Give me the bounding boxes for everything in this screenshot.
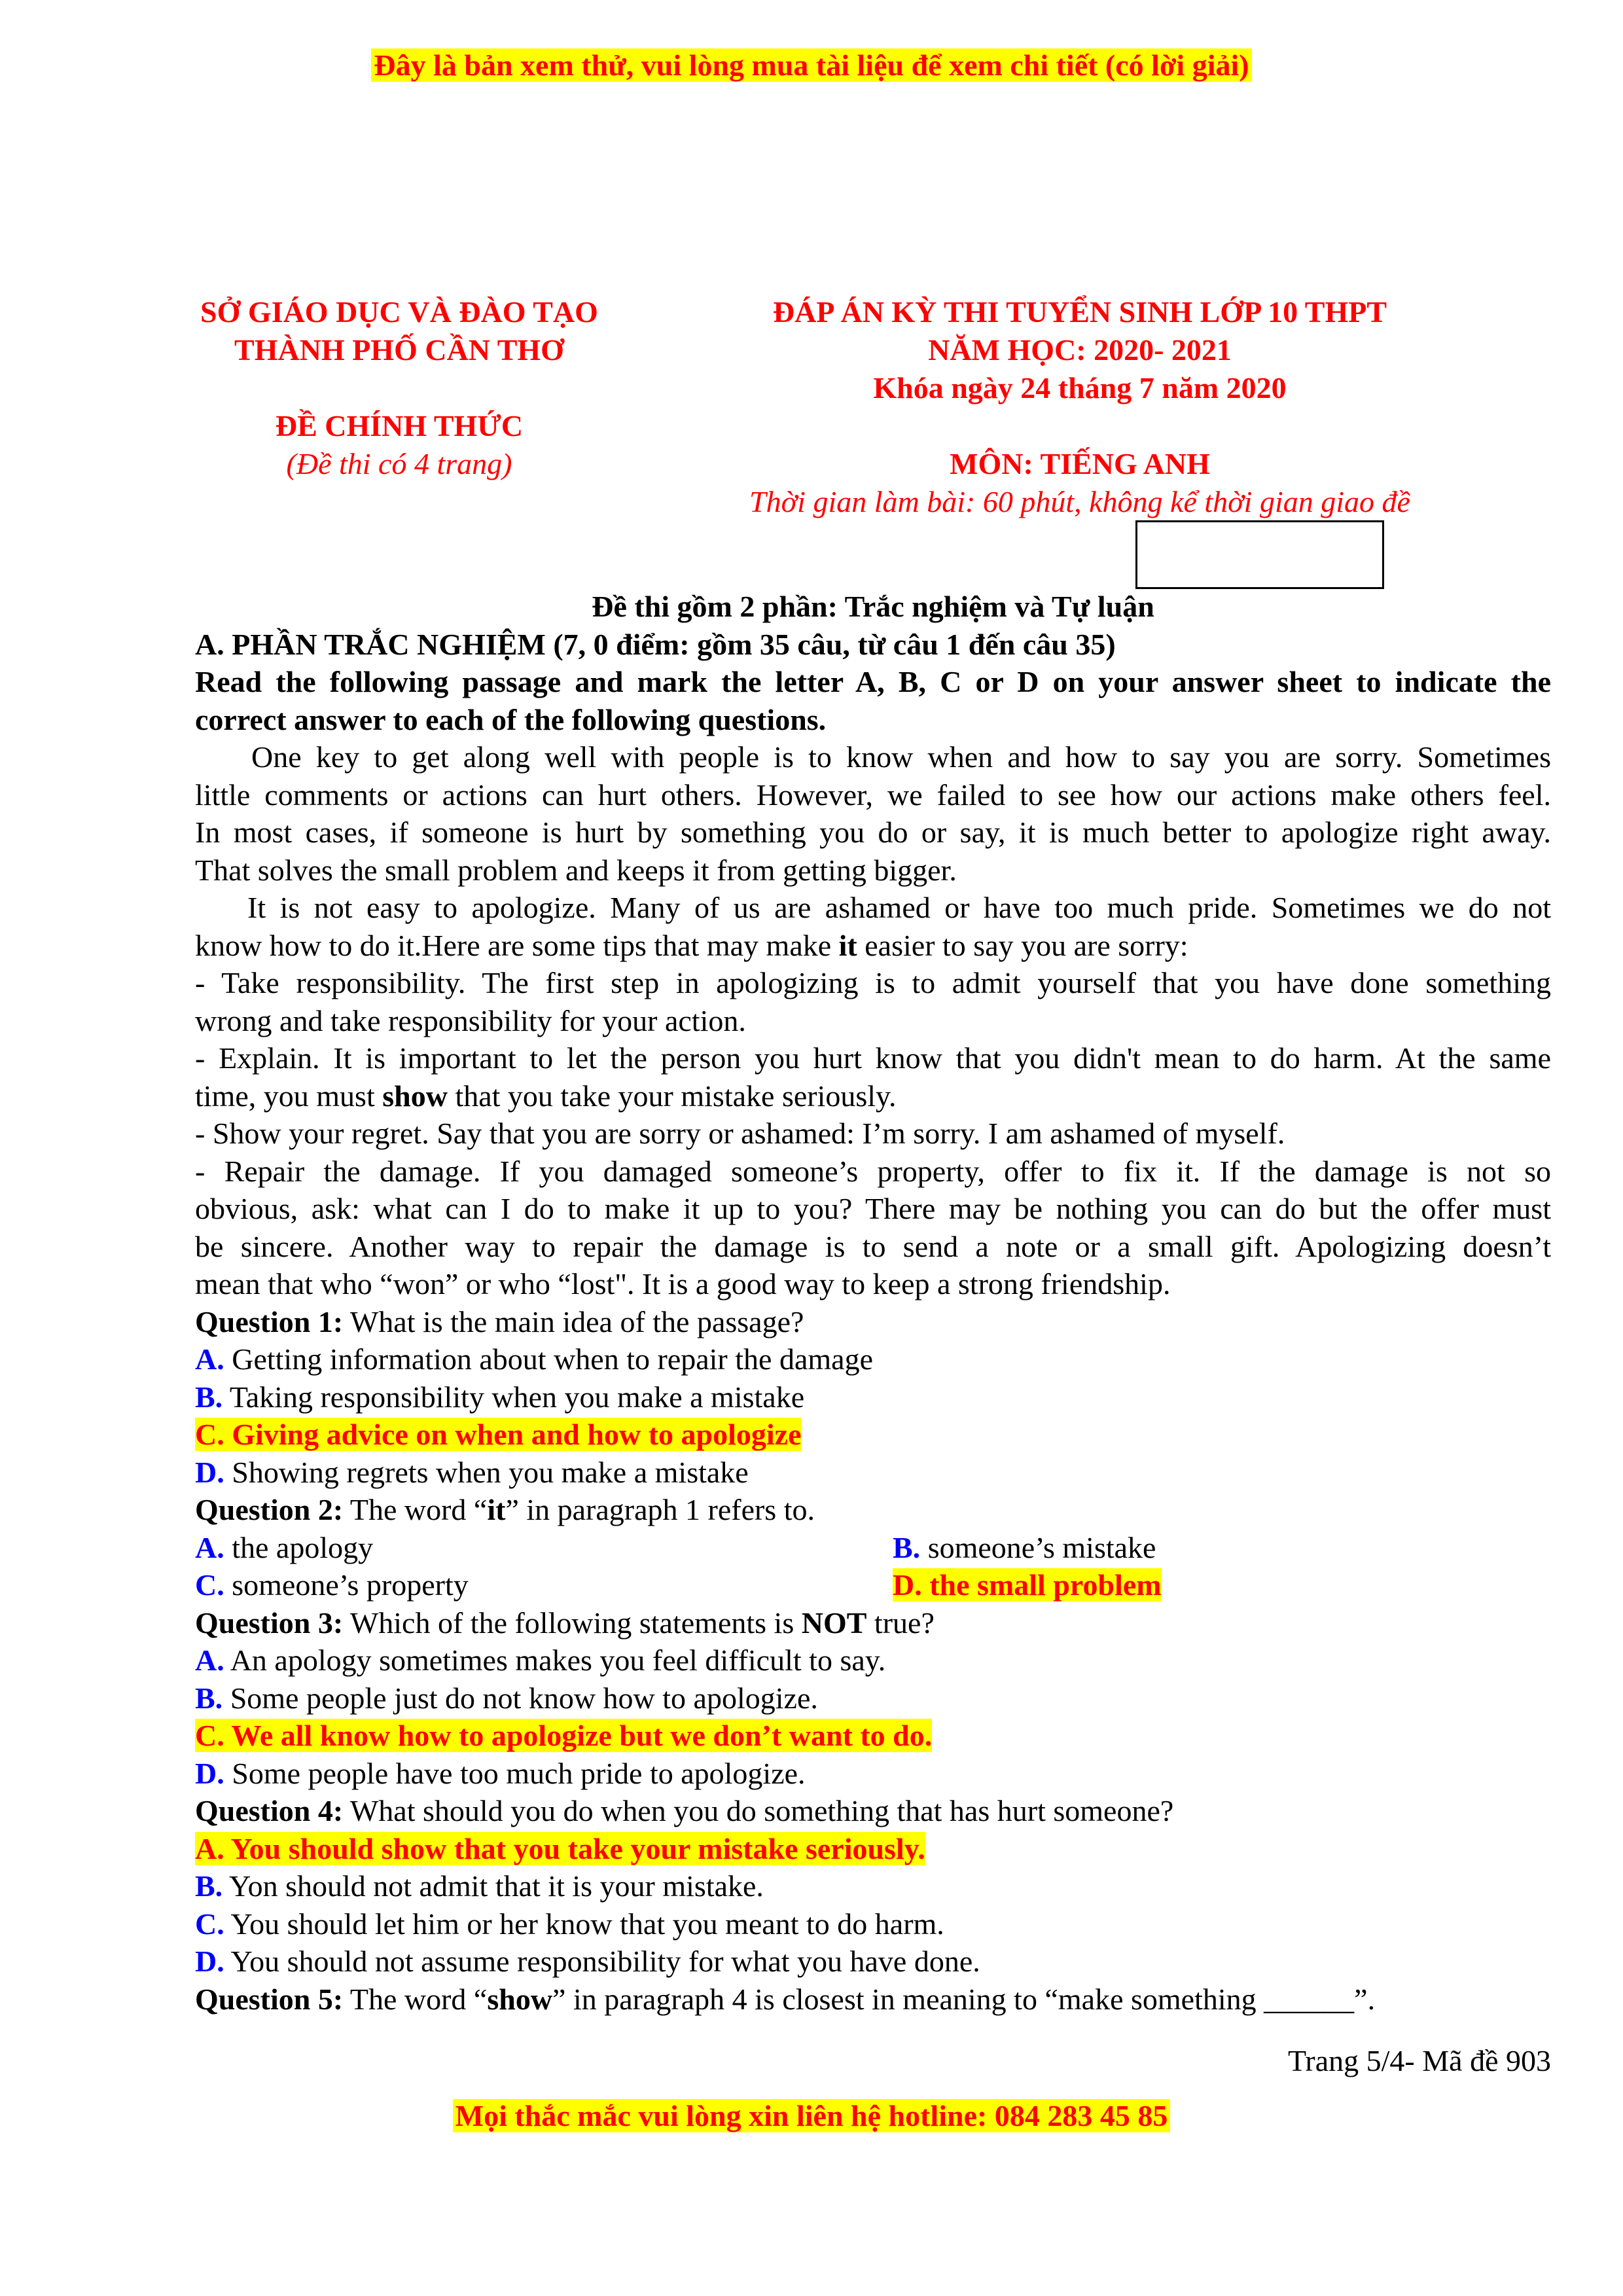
exam-date: Khóa ngày 24 tháng 7 năm 2020 xyxy=(873,371,1287,404)
option-c-correct: C. Giving advice on when and how to apologize xyxy=(195,1418,802,1451)
exam-structure: Đề thi gồm 2 phần: Trắc nghiệm và Tự luận xyxy=(592,590,1154,623)
passage-line: little comments or actions can hurt others. However, we failed to see how our actions make others feel. xyxy=(195,778,1551,812)
question-5: Question 5: The word “show” in paragraph 4 is closest in meaning to “make something ______”. xyxy=(195,1982,1376,2016)
option-a: A. Getting information about when to repair the damage xyxy=(195,1342,873,1376)
option-a: A. An apology sometimes makes you feel difficult to say. xyxy=(195,1643,886,1677)
option-b: B. someone’s mistake xyxy=(893,1530,1156,1564)
subject-name: MÔN: TIẾNG ANH xyxy=(950,447,1210,480)
passage-line: That solves the small problem and keeps it from getting bigger. xyxy=(195,853,957,887)
page-footer: Trang 5/4- Mã đề 903 xyxy=(1287,2044,1551,2077)
question-1: Question 1: What is the main idea of the passage? xyxy=(195,1304,804,1338)
question-2: Question 2: The word “it” in paragraph 1 refers to. xyxy=(195,1493,815,1526)
instruction-line: correct answer to each of the following questions. xyxy=(195,702,827,736)
passage-line: - Repair the damage. If you damaged someone’s property, offer to fix it. If the damage is not so xyxy=(195,1154,1551,1188)
header-left xyxy=(131,293,668,483)
option-d-correct: D. the small problem xyxy=(893,1568,1162,1602)
options-row xyxy=(195,1566,1551,1604)
passage-line: - Explain. It is important to let the person you hurt know that you didn't mean to do harm. At the same xyxy=(195,1041,1551,1075)
department-name: SỞ GIÁO DỤC VÀ ĐÀO TẠO xyxy=(200,295,598,329)
school-year: NĂM HỌC: 2020- 2021 xyxy=(928,333,1232,367)
option-a: A. the apology xyxy=(195,1530,374,1564)
hotline-banner xyxy=(0,2096,1623,2136)
preview-banner-text: Đây là bản xem thử, vui lòng mua tài liệu để xem chi tiết (có lời giải) xyxy=(371,48,1251,82)
option-d: D. You should not assume responsibility for what you have done. xyxy=(195,1945,980,1978)
hotline-banner-text: Mọi thắc mắc vui lòng xin liên hệ hotline: 084 283 45 85 xyxy=(453,2099,1171,2132)
header-right xyxy=(681,293,1479,521)
exam-code-box xyxy=(1135,520,1384,589)
options-row xyxy=(195,1529,1551,1567)
preview-banner xyxy=(0,46,1623,85)
option-a-correct: A. You should show that you take your mistake seriously. xyxy=(195,1831,925,1865)
city-name: THÀNH PHỐ CẦN THƠ xyxy=(234,333,564,367)
time-limit: Thời gian làm bài: 60 phút, không kể thời gian giao đề xyxy=(749,485,1410,518)
section-heading: A. PHẦN TRẮC NGHIỆM (7, 0 điểm: gồm 35 câu, từ câu 1 đến câu 35) xyxy=(195,627,1116,661)
exam-body xyxy=(195,588,1551,2018)
exam-title: ĐÁP ÁN KỲ THI TUYỂN SINH LỚP 10 THPT xyxy=(772,295,1387,329)
passage-line: wrong and take responsibility for your action. xyxy=(195,1003,746,1037)
question-4: Question 4: What should you do when you do something that has hurt someone? xyxy=(195,1794,1174,1827)
option-b: B. Some people just do not know how to apologize. xyxy=(195,1681,818,1715)
option-c: C. You should let him or her know that you meant to do harm. xyxy=(195,1907,944,1941)
passage-line: In most cases, if someone is hurt by something you do or say, it is much better to apologize right away. xyxy=(195,816,1551,849)
passage-line: One key to get along well with people is to know when and how to say you are sorry. Sometimes xyxy=(251,740,1551,774)
passage-line: - Take responsibility. The first step in apologizing is to admit yourself that you have done something xyxy=(195,966,1551,999)
option-c-correct: C. We all know how to apologize but we don’t want to do. xyxy=(195,1719,933,1752)
passage-line: know how to do it.Here are some tips that may make it easier to say you are sorry: xyxy=(195,928,1188,962)
instruction-line: Read the following passage and mark the letter A, B, C or D on your answer sheet to indicate the xyxy=(195,665,1551,698)
page-count-note: (Đề thi có 4 trang) xyxy=(286,447,512,480)
option-d: D. Showing regrets when you make a mistake xyxy=(195,1455,749,1489)
question-3: Question 3: Which of the following statements is NOT true? xyxy=(195,1605,935,1640)
passage-line: be sincere. Another way to repair the damage is to send a note or a small gift. Apologizing doesn’t xyxy=(195,1229,1551,1263)
option-b: B. Taking responsibility when you make a mistake xyxy=(195,1380,805,1414)
passage-line: - Show your regret. Say that you are sorry or ashamed: I’m sorry. I am ashamed of myself. xyxy=(195,1117,1285,1150)
option-c: C. someone’s property xyxy=(195,1568,469,1602)
passage-line: time, you must show that you take your mistake seriously. xyxy=(195,1079,897,1113)
option-d: D. Some people have too much pride to apologize. xyxy=(195,1756,806,1790)
official-label: ĐỀ CHÍNH THỨC xyxy=(275,409,524,442)
passage-line: It is not easy to apologize. Many of us are ashamed or have too much pride. Sometimes we do not xyxy=(247,891,1551,924)
passage-line: mean that who “won” or who “lost". It is a good way to keep a strong friendship. xyxy=(195,1267,1171,1300)
passage-line: obvious, ask: what can I do to make it up to you? There may be nothing you can do but the offer must xyxy=(195,1192,1551,1225)
option-b: B. Yon should not admit that it is your mistake. xyxy=(195,1869,764,1903)
